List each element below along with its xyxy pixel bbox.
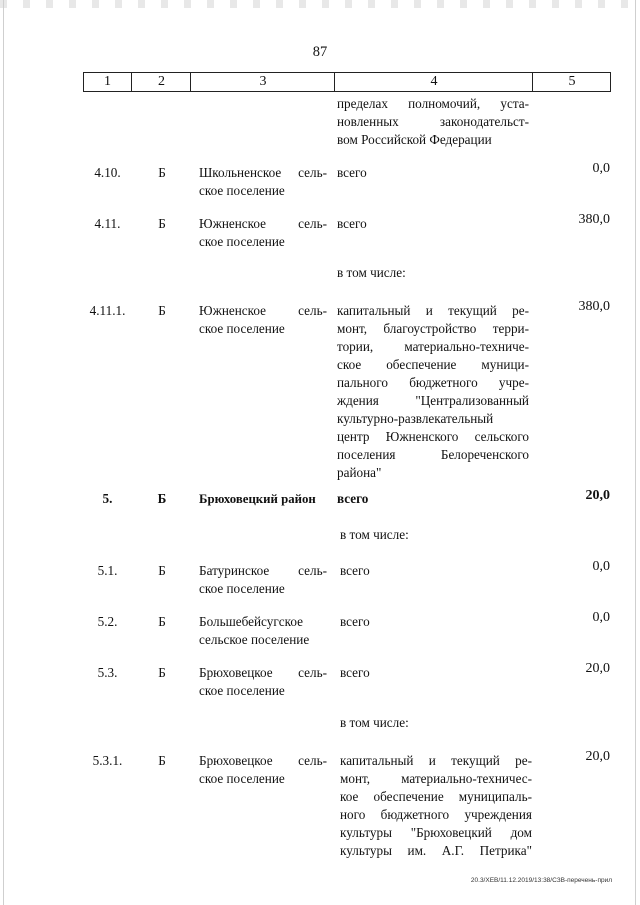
row-value: 20,0 — [585, 749, 610, 764]
desc-line: всего — [337, 491, 369, 506]
document-footer: 20.3/XEB/11.12.2019/13:38/СЗВ-перечень-прил — [470, 877, 612, 884]
row-number: 4.11. — [94, 216, 121, 231]
desc-line: пределах полномочий, уста- — [337, 96, 529, 111]
desc-line: всего — [340, 665, 370, 680]
desc-line: всего — [337, 216, 367, 231]
header-col-1: 1 — [104, 74, 111, 89]
row-value: 380,0 — [578, 299, 610, 314]
header-col-5: 5 — [532, 73, 611, 91]
name-line: Южненское сель- — [199, 303, 327, 318]
row-name — [199, 562, 327, 598]
row-name — [199, 490, 327, 508]
row-description — [340, 752, 532, 860]
row-name — [199, 752, 327, 788]
name-line: ское поселение — [199, 581, 285, 596]
name-line: Брюховецкий район — [199, 492, 316, 506]
desc-line: тории, материально-техниче- — [337, 339, 529, 354]
row-number: 4.11.1. — [89, 303, 126, 318]
row-value: 0,0 — [592, 610, 610, 625]
row-name — [199, 613, 327, 649]
scan-edge-top — [0, 0, 640, 8]
scan-edge-right — [635, 0, 636, 905]
desc-line: культуры "Брюховецкий дом — [340, 825, 532, 840]
row-description — [337, 215, 529, 233]
row-description — [337, 302, 529, 482]
name-line: ское поселение — [199, 183, 285, 198]
row-name — [199, 664, 327, 700]
desc-line: кое обеспечение муниципаль- — [340, 789, 532, 804]
row-description — [337, 164, 529, 182]
row-description — [337, 95, 529, 149]
row-name — [199, 164, 327, 200]
name-line: Большебейсугское — [199, 614, 303, 629]
row-value: 0,0 — [592, 161, 610, 176]
desc-line: монт, благоустройство терри- — [337, 321, 529, 336]
desc-line: капитальный и текущий ре- — [340, 753, 532, 768]
row-number: 5.2. — [97, 614, 118, 629]
row-name — [199, 215, 327, 251]
row-number: 5.1. — [97, 563, 118, 578]
desc-line: ское обеспечение муници- — [337, 357, 529, 372]
desc-line: в том числе: — [340, 715, 409, 730]
row-name — [199, 302, 327, 338]
row-description — [340, 562, 532, 580]
desc-line: культурно-развлекательный — [337, 411, 494, 426]
row-category: Б — [158, 165, 166, 180]
row-description — [340, 714, 532, 732]
desc-line: монт, материально-техничес- — [340, 771, 532, 786]
row-description — [340, 613, 532, 631]
row-description — [340, 526, 532, 544]
row-category: Б — [158, 614, 166, 629]
scan-edge-left — [3, 0, 4, 905]
name-line: ское поселение — [199, 683, 285, 698]
header-col-3: 3 — [190, 73, 335, 91]
row-number: 5.3.1. — [92, 753, 123, 768]
desc-line: всего — [340, 563, 370, 578]
desc-line: новленных законодательст- — [337, 114, 529, 129]
row-category: Б — [158, 753, 166, 768]
desc-line: всего — [340, 614, 370, 629]
table-header-row — [83, 72, 611, 92]
row-number: 4.10. — [94, 165, 121, 180]
desc-line: пального бюджетного учре- — [337, 375, 529, 390]
row-value: 20,0 — [585, 661, 610, 676]
desc-line: района" — [337, 465, 382, 480]
desc-line: капитальный и текущий ре- — [337, 303, 529, 318]
desc-line: вом Российской Федерации — [337, 132, 492, 147]
row-description — [337, 264, 529, 282]
name-line: ское поселение — [199, 771, 285, 786]
desc-line: поселения Белореченского — [337, 447, 529, 462]
row-category: Б — [157, 491, 167, 506]
desc-line: в том числе: — [340, 527, 409, 542]
desc-line: центр Южненского сельского — [337, 429, 529, 444]
desc-line: ждения "Централизованный — [337, 393, 529, 408]
header-col-4: 4 — [334, 73, 533, 91]
row-description — [337, 490, 529, 508]
row-value: 380,0 — [578, 212, 610, 227]
row-number: 5. — [102, 491, 113, 506]
page-number: 87 — [312, 44, 328, 60]
name-line: Школьненское сель- — [199, 165, 327, 180]
name-line: ское поселение — [199, 321, 285, 336]
name-line: Брюховецкое сель- — [199, 753, 327, 768]
desc-line: всего — [337, 165, 367, 180]
name-line: Брюховецкое сель- — [199, 665, 327, 680]
row-category: Б — [158, 216, 166, 231]
name-line: ское поселение — [199, 234, 285, 249]
header-col-2: 2 — [131, 73, 191, 91]
row-value: 0,0 — [592, 559, 610, 574]
row-description — [340, 664, 532, 682]
name-line: Южненское сель- — [199, 216, 327, 231]
row-number: 5.3. — [97, 665, 118, 680]
desc-line: культуры им. А.Г. Петрика" — [340, 843, 532, 858]
row-value: 20,0 — [585, 488, 610, 503]
row-category: Б — [158, 665, 166, 680]
name-line: сельское поселение — [199, 632, 310, 647]
desc-line: ного бюджетного учреждения — [340, 807, 532, 822]
row-category: Б — [158, 563, 166, 578]
row-category: Б — [158, 303, 166, 318]
desc-line: в том числе: — [337, 265, 406, 280]
name-line: Батуринское сель- — [199, 563, 327, 578]
